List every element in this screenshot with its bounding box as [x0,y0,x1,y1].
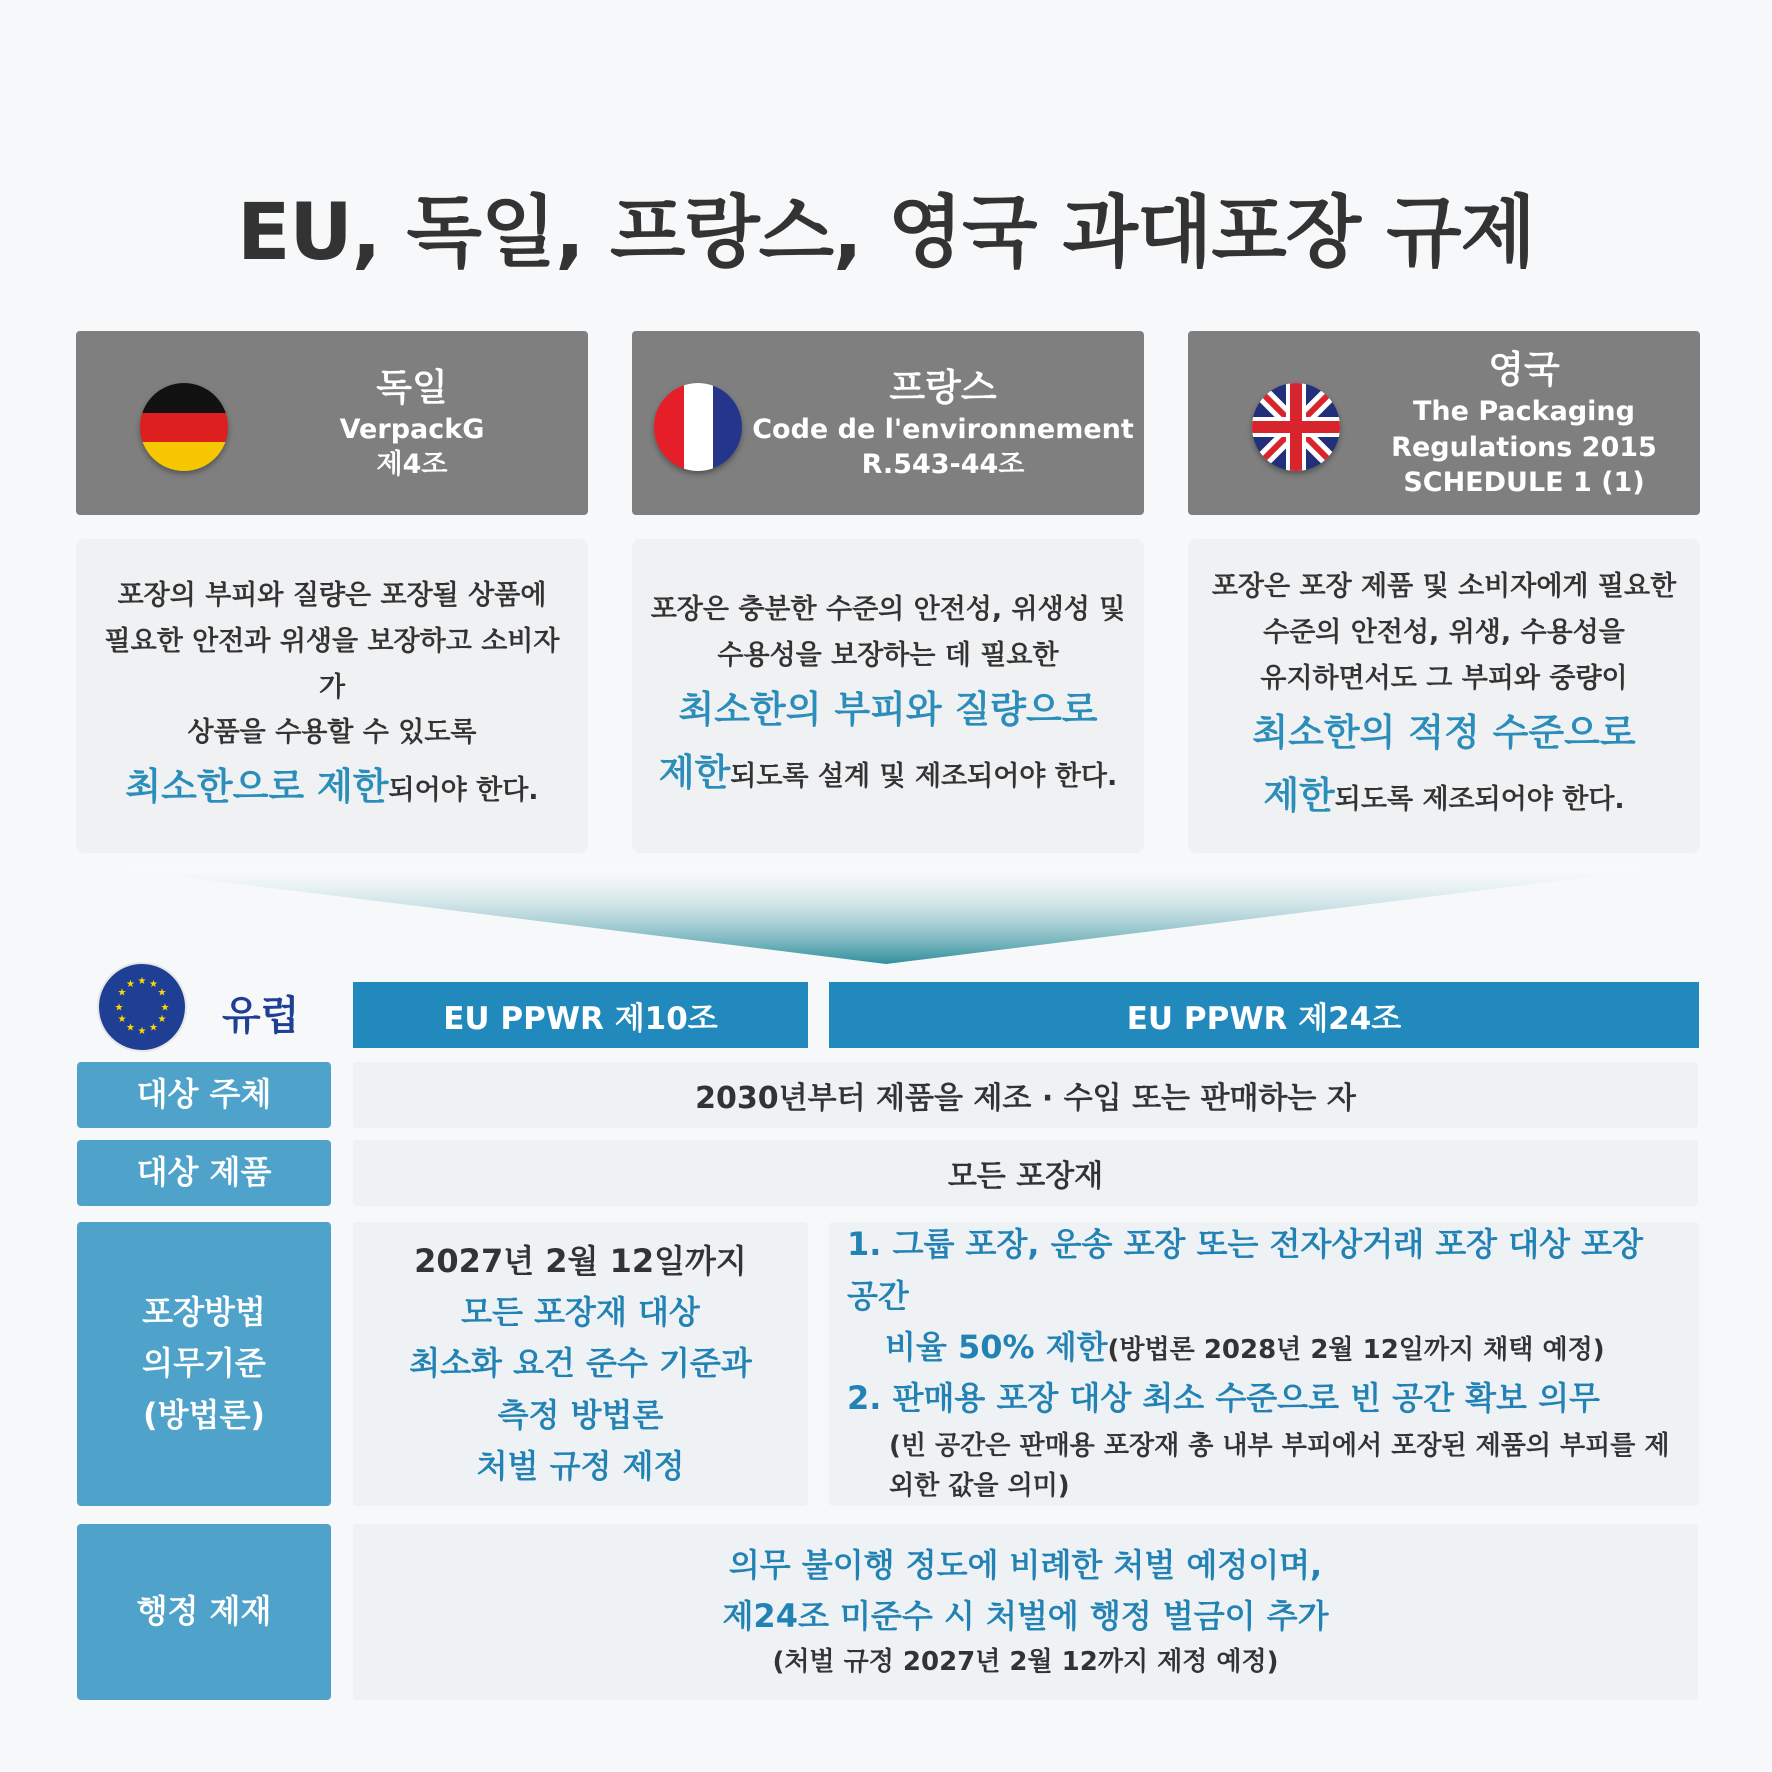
svg-text:★: ★ [126,1022,135,1034]
svg-text:★: ★ [137,1026,147,1037]
desc-tail: 되어야 한다. [388,775,539,807]
france-flag-icon [654,383,742,471]
country-header-germany [76,331,588,515]
svg-text:★: ★ [157,1014,167,1025]
country-header-france [632,331,1144,515]
country-name: 독일 [376,365,448,409]
desc-uk [1188,539,1700,853]
desc-germany [76,539,588,853]
eu-label: 유럽 [222,993,300,1039]
row-label-subject: 대상 주체 [77,1062,331,1128]
funnel-arrow [110,868,1662,968]
desc-france [632,539,1144,853]
method-line: 측정 방법론 [497,1395,664,1434]
desc-tail: 되도록 설계 및 제조되어야 한다. [730,760,1118,792]
desc-line [659,742,1117,805]
germany-flag-icon [140,383,228,471]
method-article10-cell [353,1222,808,1506]
method-line: 처벌 규정 제정 [476,1446,685,1485]
law-article: 제4조 [376,449,448,481]
row-label-sanction: 행정 제재 [77,1524,331,1700]
svg-text:★: ★ [157,987,167,999]
page-title: EU, 독일, 프랑스, 영국 과대포장 규제 [237,188,1535,278]
desc-line: 포장의 부피와 질량은 포장될 상품에 [117,579,547,611]
row-label-product: 대상 제품 [77,1140,331,1206]
row-value-subject: 2030년부터 제품을 제조 · 수입 또는 판매하는 자 [353,1062,1698,1128]
desc-line: 상품을 수용할 수 있도록 [187,717,477,749]
desc-highlight: 최소한의 부피와 질량으로 [678,688,1098,731]
method-line: 최소화 요건 준수 기준과 [409,1344,752,1383]
method-item-1: 1. 그룹 포장, 운송 포장 또는 전자상거래 포장 대상 포장 공간 [847,1225,1643,1315]
desc-highlight: 최소한의 적정 수준으로 [1252,710,1636,754]
desc-line: 포장은 충분한 수준의 안전성, 위생성 및 [650,594,1126,626]
method-item-2-note-line1: (빈 공간은 판매용 포장재 총 내부 부피에서 포장된 제품의 부피를 제 [889,1431,1670,1462]
svg-text:★: ★ [117,1014,127,1025]
method-date: 2027년 2월 12일까지 [414,1242,747,1281]
column-header-article24: EU PPWR 제24조 [829,982,1699,1048]
method-item-1-note: (방법론 2028년 2월 12일까지 채택 예정) [1107,1334,1605,1365]
eu-flag-icon [97,962,187,1052]
sanction-line1: 의무 불이행 정도에 비례한 처벌 예정이며, [728,1546,1323,1585]
svg-text:★: ★ [114,1002,124,1014]
svg-text:★: ★ [117,987,127,999]
svg-text:★: ★ [137,976,147,987]
desc-highlight2: 제한 [1263,773,1335,817]
method-item-2: 2. 판매용 포장 대상 최소 수준으로 빈 공간 확보 의무 [847,1379,1600,1417]
sanction-line2: 제24조 미준수 시 처벌에 행정 벌금이 추가 [722,1597,1329,1636]
method-article24-cell [829,1222,1699,1506]
row-value-product: 모든 포장재 [353,1140,1698,1206]
desc-line: 수준의 안전성, 위생, 수용성을 [1263,617,1625,649]
country-name: 프랑스 [889,365,997,409]
row-label-method [77,1222,331,1506]
desc-line [1263,765,1624,828]
country-header-uk [1188,331,1700,515]
law-name-line1: The Packaging [1413,396,1635,428]
column-header-article10: EU PPWR 제10조 [353,982,808,1048]
desc-line: 포장은 포장 제품 및 소비자에게 필요한 [1211,571,1677,603]
svg-text:★: ★ [149,1022,158,1034]
row-label-line: (방법론) [143,1395,265,1434]
law-article: SCHEDULE 1 (1) [1403,466,1645,498]
country-name: 영국 [1488,348,1560,392]
uk-flag-icon [1252,383,1340,471]
method-line: 모든 포장재 대상 [461,1293,700,1332]
svg-text:★: ★ [149,979,158,990]
desc-line: 필요한 안전과 위생을 보장하고 소비자가 [104,625,560,703]
svg-text:★: ★ [160,1002,170,1014]
law-name: Code de l'environnement [752,413,1134,445]
desc-tail: 되도록 제조되어야 한다. [1334,783,1625,815]
row-label-line: 의무기준 [142,1344,266,1383]
desc-line [125,756,538,819]
desc-line: 유지하면서도 그 부피와 중량이 [1260,663,1628,695]
law-article: R.543-44조 [861,449,1025,481]
method-item-1-highlight: 비율 50% 제한 [885,1327,1108,1366]
svg-text:★: ★ [126,979,135,990]
method-item-1-cont [847,1322,1605,1373]
sanction-note: (처벌 규정 2027년 2월 12까지 제정 예정) [772,1647,1279,1678]
desc-line: 수용성을 보장하는 데 필요한 [717,640,1059,672]
desc-highlight2: 제한 [658,750,731,794]
row-label-line: 포장방법 [142,1293,266,1332]
desc-highlight: 최소한으로 제한 [125,765,389,809]
law-name-line2: Regulations 2015 [1391,431,1657,463]
law-name: VerpackG [339,413,485,445]
row-value-sanction [353,1524,1698,1700]
method-item-2-note-line2: 외한 값을 의미) [889,1471,1070,1502]
